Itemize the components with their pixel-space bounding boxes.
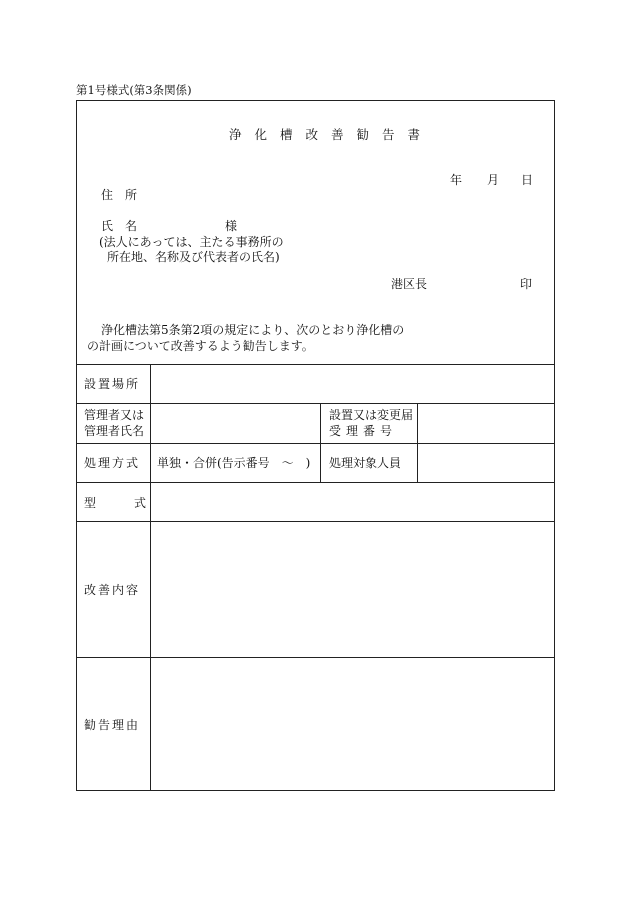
form-number: 第1号様式(第3条関係) <box>76 83 192 97</box>
notification-label-line-1: 設置又は変更届 <box>329 408 414 422</box>
location-label: 設置場所 <box>84 377 141 391</box>
divider-header <box>77 364 554 365</box>
method-label: 処理方式 <box>84 456 141 470</box>
issuer: 港区長 <box>391 277 428 291</box>
capacity-label: 処理対象人員 <box>329 456 402 470</box>
honorific: 様 <box>225 219 238 233</box>
model-label-2: 式 <box>134 496 147 510</box>
address-label: 住 所 <box>101 188 138 202</box>
corporation-note-line-2: 所在地、名称及び代表者の氏名) <box>107 250 280 264</box>
divider-manager <box>77 443 554 444</box>
divider-model <box>77 521 554 522</box>
seal-mark: 印 <box>520 277 533 291</box>
divider-method <box>77 482 554 483</box>
label-column-border <box>150 364 151 791</box>
corporation-note-line-1: (法人にあっては、主たる事務所の <box>99 235 284 249</box>
improvement-notice-form <box>76 100 555 791</box>
improvement-label: 改善内容 <box>84 583 141 597</box>
date-year: 年 <box>450 173 463 187</box>
divider-improvement <box>77 657 554 658</box>
divider-location <box>77 403 554 404</box>
reason-label: 勧告理由 <box>84 718 141 732</box>
name-label: 氏 名 <box>101 219 138 233</box>
method-value: 単独・合併(告示番号 ～ ) <box>157 456 311 470</box>
date-day: 日 <box>521 173 534 187</box>
manager-label-line-2: 管理者氏名 <box>84 424 145 438</box>
notice-body-line-2: の計画について改善するよう勧告します。 <box>87 339 314 353</box>
right-column-border <box>417 403 418 482</box>
notification-label-line-2: 受理番号 <box>329 424 398 438</box>
form-title: 浄化槽改善勧告書 <box>229 127 434 142</box>
manager-label-line-1: 管理者又は <box>84 408 145 422</box>
model-label-1: 型 <box>84 496 97 510</box>
middle-column-border <box>320 403 321 482</box>
date-month: 月 <box>487 173 500 187</box>
notice-body-line-1: 浄化槽法第5条第2項の規定により、次のとおり浄化槽の <box>101 323 405 337</box>
